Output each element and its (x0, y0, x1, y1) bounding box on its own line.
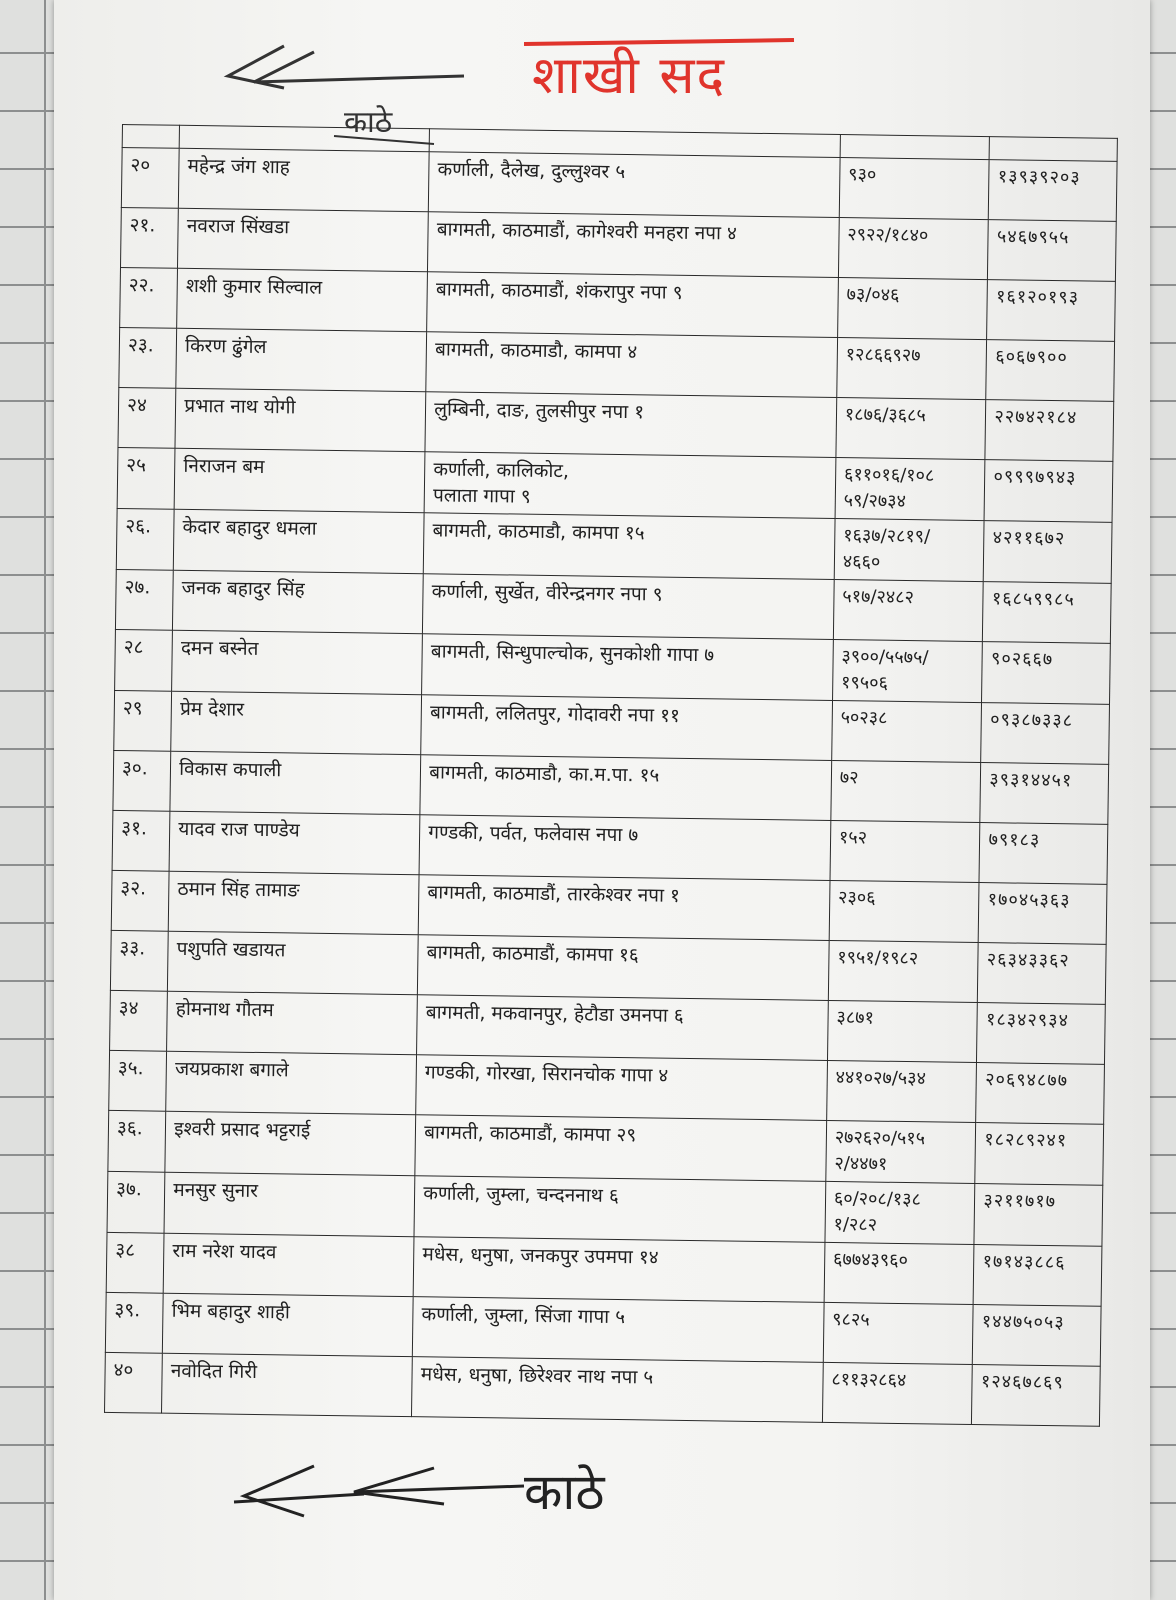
phone-cell: १४४७५०५३ (973, 1305, 1101, 1367)
address-line: बागमती, मकवानपुर, हेटौडा उमनपा ६ (425, 1001, 684, 1027)
phone-cell: २२७४२१८४ (985, 400, 1113, 462)
id-number-line: १९५०६ (840, 672, 889, 694)
id-number-cell (832, 700, 982, 762)
id-number-line: २३०६ (837, 887, 876, 909)
address-cell (421, 695, 832, 761)
id-number-line: २७२६२०/५१५ (834, 1127, 926, 1150)
header-cell (840, 135, 990, 160)
address-line: बागमती, सिन्धुपाल्चोक, सुनकोशी गापा ७ (430, 640, 715, 667)
address-line: बागमती, काठमाडौ, का.म.पा. १५ (429, 761, 660, 787)
address-line: लुम्बिनी, दाङ, तुलसीपुर नपा १ (434, 398, 645, 424)
serial-number-cell: २४ (118, 387, 176, 448)
phone-cell: १७१४३८८६ (974, 1245, 1102, 1307)
id-number-line: ६७७४३९६० (832, 1249, 909, 1272)
id-number-line: ९८२५ (832, 1309, 870, 1331)
address-cell (423, 513, 834, 580)
serial-number-cell: ३५. (109, 1050, 167, 1111)
name-cell: इश्वरी प्रसाद भट्टराई (165, 1111, 416, 1175)
serial-number-cell: ३८ (106, 1232, 164, 1293)
id-number-line: ७३/०४६ (846, 284, 900, 306)
candidate-table-wrapper (104, 124, 1118, 1427)
address-line: बागमती, काठमाडौ, कामपा १५ (432, 519, 645, 545)
address-cell (418, 935, 829, 1001)
address-line: कर्णाली, सुर्खेत, वीरेन्द्रनगर नपा ९ (431, 580, 663, 606)
id-number-line: ३८७१ (836, 1007, 875, 1029)
serial-number-cell: ३३. (110, 930, 168, 991)
id-number-line: ५१७/२४८२ (842, 586, 915, 609)
name-cell: यादव राज पाण्डेय (169, 811, 420, 874)
address-cell (422, 634, 833, 701)
address-cell (428, 212, 839, 278)
address-cell (417, 995, 828, 1061)
name-cell: शशी कुमार सिल्वाल (177, 268, 428, 331)
id-number-cell (836, 398, 986, 460)
phone-cell: १७०४५३६३ (979, 883, 1107, 945)
id-number-line: ३९००/५५७५/ (841, 646, 929, 669)
id-number-line: ४४१०२७/५३४ (835, 1067, 927, 1090)
id-number-line: ८११३२८६४ (831, 1369, 907, 1392)
phone-cell: ३९३१४४५१ (980, 763, 1108, 825)
phone-cell: ४२११६७२ (984, 521, 1112, 584)
address-cell (429, 152, 840, 218)
phone-cell: ०९९९७९४३ (985, 460, 1113, 523)
address-cell (414, 1176, 825, 1243)
address-cell (413, 1297, 824, 1363)
id-number-cell (833, 579, 983, 641)
address-line: गण्डकी, पर्वत, फलेवास नपा ७ (428, 821, 639, 847)
title-block (524, 34, 804, 114)
address-line: बागमती, काठमाडौं, कामपा २९ (424, 1121, 637, 1147)
place-note-top: काठे (344, 105, 393, 140)
name-cell: प्रभात नाथ योगी (175, 388, 426, 451)
id-number-line: १८७६/३६८५ (844, 404, 926, 427)
serial-number-cell: ३२. (111, 870, 169, 931)
id-number-cell (825, 1181, 975, 1244)
address-cell (412, 1357, 823, 1423)
id-number-line: १२८६६९२७ (845, 344, 921, 367)
address-cell (413, 1237, 824, 1303)
address-cell (419, 815, 830, 881)
address-line: मधेस, धनुषा, छिरेश्वर नाथ नपा ५ (420, 1363, 654, 1389)
name-cell: निराजन बम (174, 448, 425, 512)
serial-number-cell: ४० (105, 1352, 163, 1413)
serial-number-cell: ३१. (112, 810, 170, 871)
id-number-cell (831, 760, 981, 822)
id-number-line: २/४४७१ (834, 1153, 888, 1175)
name-cell: पशुपति खडायत (168, 931, 419, 994)
name-cell: जनक बहादुर सिंह (173, 570, 424, 633)
address-cell (426, 332, 837, 398)
serial-number-cell: ३४ (110, 990, 168, 1051)
header-cell (179, 125, 429, 151)
serial-number-cell: २९ (114, 690, 172, 751)
serial-number-cell: ३०. (113, 750, 171, 811)
phone-cell: १८३४२९३४ (977, 1003, 1105, 1065)
serial-number-cell: २६. (116, 508, 174, 570)
address-line: कर्णाली, दैलेख, दुल्लुश्वर ५ (437, 158, 626, 184)
serial-number-cell: २७. (115, 569, 173, 630)
phone-cell: १६१२०१९३ (987, 280, 1115, 342)
id-number-cell (832, 639, 982, 702)
handwritten-arrow-bottom (224, 1436, 554, 1546)
serial-number-cell: २० (121, 148, 179, 209)
id-number-cell (837, 278, 987, 340)
address-cell (418, 875, 829, 941)
address-cell (416, 1055, 827, 1121)
phone-cell: २६३४३३६२ (978, 943, 1106, 1005)
phone-cell: १३९३९२०३ (989, 160, 1117, 222)
id-number-cell (835, 457, 985, 520)
phone-cell: १८२८९२४१ (975, 1123, 1103, 1186)
id-number-cell (839, 158, 989, 220)
id-number-line: १६३७/२८१९/ (843, 525, 931, 548)
name-cell: मनसुर सुनार (164, 1172, 415, 1236)
name-cell: नवोदित गिरी (162, 1353, 413, 1416)
name-cell: महेन्द्र जंग शाह (179, 148, 430, 211)
id-number-line: ५९/२७३४ (843, 490, 907, 512)
address-line: बागमती, काठमाडौं, शंकरापुर नपा ९ (435, 278, 683, 304)
name-cell: किरण ढुंगेल (176, 328, 427, 391)
id-number-line: १५२ (838, 827, 868, 849)
serial-number-cell: २१. (120, 207, 178, 268)
id-number-line: ४६६० (842, 551, 881, 573)
id-number-line: ६०/२०८/१३८ (833, 1188, 922, 1211)
address-line: कर्णाली, जुम्ला, सिंजा गापा ५ (421, 1303, 626, 1329)
serial-number-cell: २५ (117, 447, 175, 509)
candidate-table (104, 124, 1118, 1427)
serial-number-cell: २८ (115, 629, 173, 691)
address-line: बागमती, काठमाडौं, तारकेश्वर नपा १ (427, 881, 681, 907)
phone-cell: ९०२६६७ (982, 642, 1110, 705)
serial-number-cell: २३. (119, 327, 177, 388)
id-number-cell (838, 218, 988, 280)
address-cell (420, 755, 831, 821)
address-line: गण्डकी, गोरखा, सिरानचोक गापा ४ (424, 1061, 669, 1087)
name-cell: प्रेम देशार (171, 691, 422, 754)
id-number-cell (824, 1242, 974, 1304)
address-cell (424, 452, 835, 519)
serial-number-cell: ३६. (108, 1110, 166, 1172)
id-number-cell (830, 820, 980, 882)
serial-number-cell: ३७. (107, 1171, 165, 1233)
phone-cell: ६०६७९०० (986, 340, 1114, 402)
address-cell (423, 574, 834, 640)
name-cell: राम नरेश यादव (163, 1233, 414, 1296)
address-line: कर्णाली, जुम्ला, चन्दननाथ ६ (423, 1182, 619, 1208)
phone-cell: २०६९४८७७ (976, 1063, 1104, 1125)
id-number-cell (828, 940, 978, 1002)
place-note-bottom: काठे (524, 1463, 605, 1521)
page-title: शाखी सद (532, 46, 727, 106)
address-line: बागमती, काठमाडौं, कामपा १६ (426, 941, 639, 967)
name-cell: विकास कपाली (170, 751, 421, 814)
name-cell: केदार बहादुर धमला (173, 509, 424, 573)
id-number-cell (822, 1362, 972, 1424)
address-cell (415, 1115, 826, 1182)
id-number-line: १/२८२ (833, 1214, 878, 1236)
phone-cell: ७९१८३ (979, 823, 1107, 885)
id-number-cell (834, 518, 984, 581)
name-cell: ठमान सिंह तामाङ (168, 871, 419, 934)
id-number-line: ६११०१६/१०८ (843, 464, 935, 487)
id-number-line: १९५१/१९८२ (837, 947, 919, 970)
phone-cell: १२४६७८६९ (972, 1364, 1100, 1426)
id-number-line: ७२ (839, 767, 859, 789)
phone-cell: ०९३८७३३८ (981, 703, 1109, 765)
name-cell: नवराज सिंखडा (178, 208, 429, 271)
address-line: पलाता गापा ९ (432, 484, 531, 508)
address-line: बागमती, काठमाडौं, कागेश्वरी मनहरा नपा ४ (436, 218, 738, 245)
serial-number-cell: २२. (120, 267, 178, 328)
name-cell: होमनाथ गौतम (167, 991, 418, 1054)
name-cell: भिम बहादुर शाही (163, 1293, 414, 1356)
id-number-line: ९३० (848, 164, 877, 186)
id-number-cell (837, 338, 987, 400)
phone-cell: १६८५९९८५ (983, 582, 1111, 644)
id-number-cell (826, 1120, 976, 1183)
address-line: कर्णाली, कालिकोट, (433, 458, 570, 483)
address-line: बागमती, ललितपुर, गोदावरी नपा ११ (429, 701, 680, 727)
name-cell: दमन बस्नेत (172, 630, 423, 694)
header-cell (122, 125, 180, 149)
header-cell (990, 137, 1118, 162)
serial-number-cell: ३९. (105, 1292, 163, 1353)
id-number-cell (823, 1302, 973, 1364)
id-number-line: ५०२३८ (840, 707, 888, 729)
name-cell: जयप्रकाश बगाले (166, 1051, 417, 1114)
id-number-cell (827, 1060, 977, 1122)
phone-cell: ५४६७९५५ (988, 220, 1116, 282)
address-cell (427, 272, 838, 338)
id-number-line: २९२२/१८४० (847, 224, 929, 247)
address-cell (425, 392, 836, 458)
address-line: मधेस, धनुषा, जनकपुर उपमपा १४ (422, 1243, 659, 1269)
id-number-cell (829, 880, 979, 942)
phone-cell: ३२११७१७ (974, 1184, 1102, 1247)
id-number-cell (827, 1000, 977, 1062)
address-line: बागमती, काठमाडौ, कामपा ४ (434, 338, 638, 364)
